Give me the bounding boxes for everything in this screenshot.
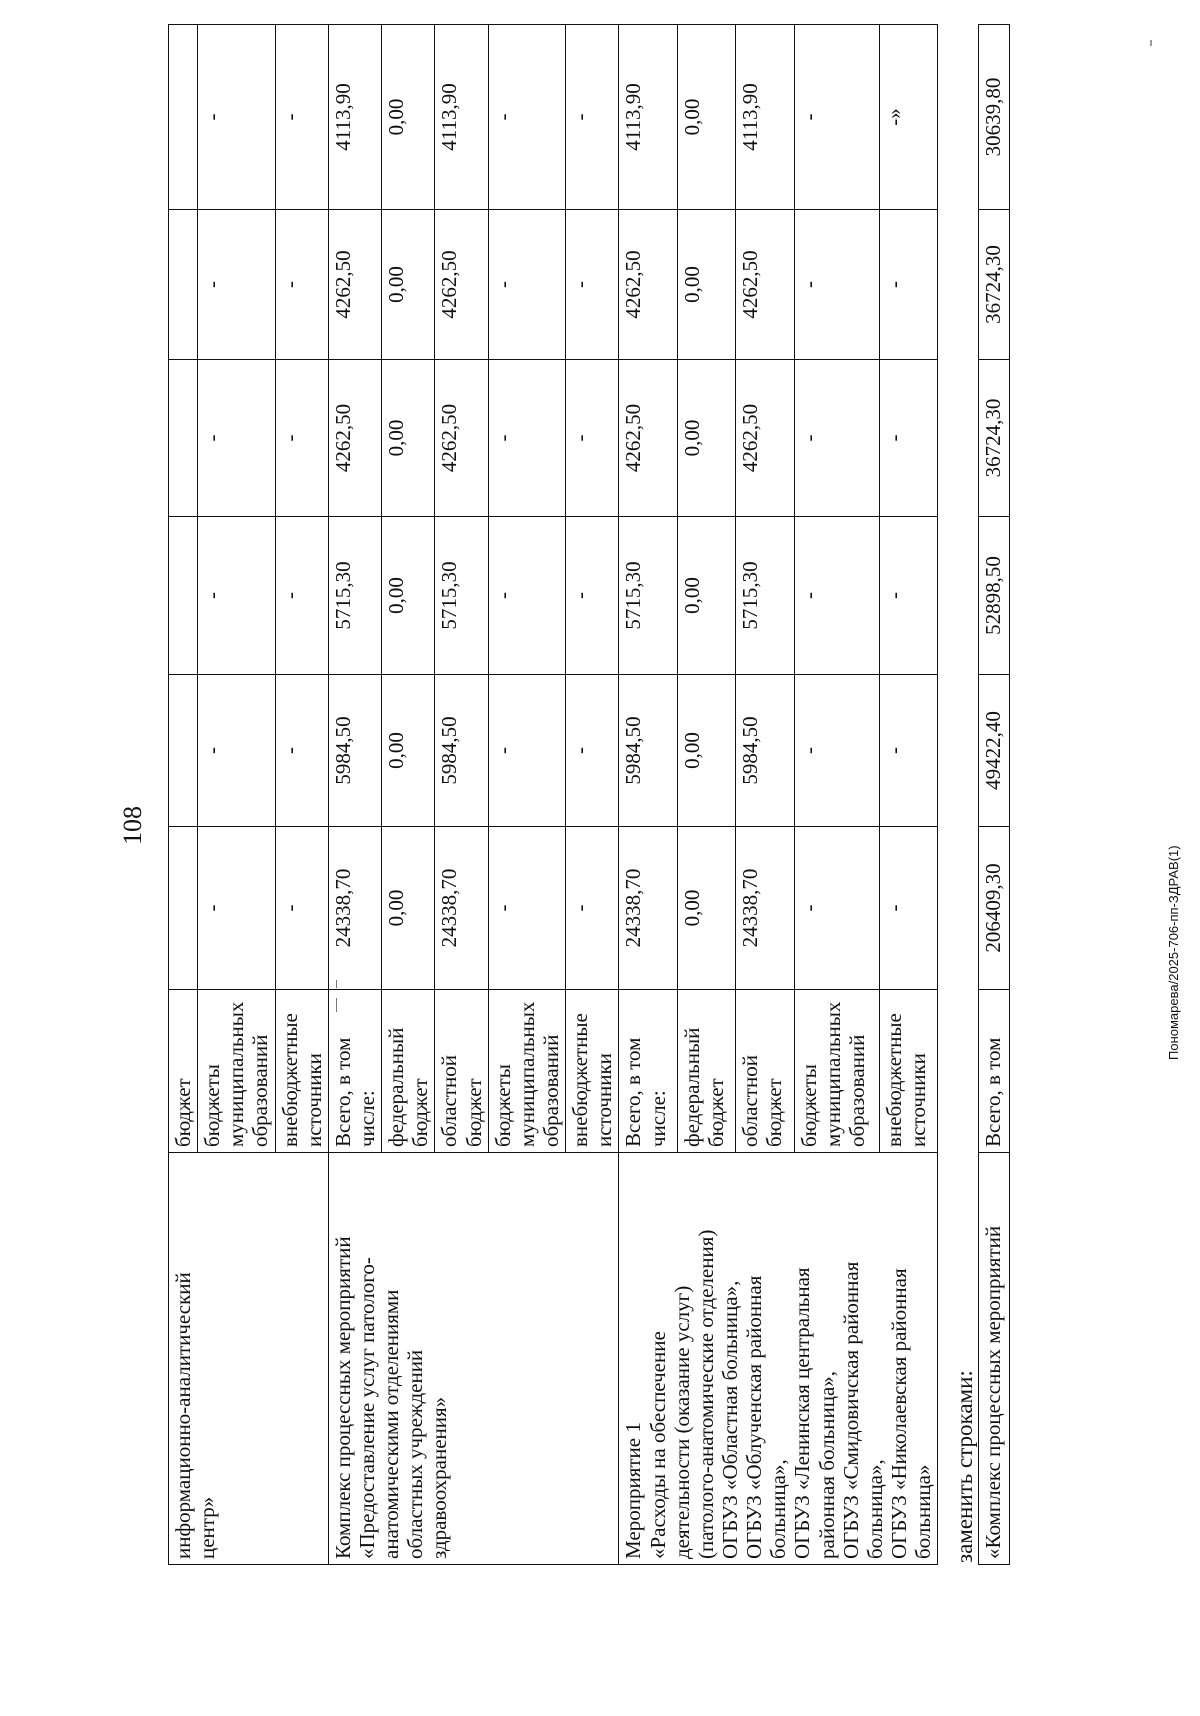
value-cell: - <box>794 360 879 517</box>
value-cell: 24338,70 <box>435 827 488 990</box>
program-name-line: ОГБУЗ «Облученская районная <box>742 1275 767 1559</box>
replace-label: заменить строками: <box>952 1370 978 1563</box>
value-cell: - <box>794 517 879 675</box>
value-cell: 4262,50 <box>736 360 794 517</box>
value-cell: 24338,70 <box>619 827 677 990</box>
value-cell: 0,00 <box>382 360 435 517</box>
page-number: 108 <box>118 806 147 845</box>
program-name: «Комплекс процессных мероприятий <box>978 1153 1009 1565</box>
value-cell: - <box>488 360 565 517</box>
value-cell: 4113,90 <box>736 25 794 210</box>
value-cell: - <box>275 25 328 210</box>
value-cell: 4262,50 <box>435 210 488 360</box>
value-cell: 52898,50 <box>978 517 1009 675</box>
budget-table <box>168 24 938 1565</box>
value-cell: 0,00 <box>677 675 735 827</box>
program-name-cell <box>619 1153 938 1565</box>
value-cell <box>169 675 198 827</box>
replacement-row <box>978 25 1009 1565</box>
value-cell: 5984,50 <box>435 675 488 827</box>
value-cell: 4113,90 <box>435 25 488 210</box>
scan-mark <box>1150 40 1152 46</box>
value-cell: 4262,50 <box>619 360 677 517</box>
value-cell: 36724,30 <box>978 360 1009 517</box>
program-name-line: ОГБУЗ «Николаевская районная <box>886 1268 911 1559</box>
rotated-table-area <box>168 25 1005 1565</box>
value-cell: -» <box>879 25 938 210</box>
program-name-line: анатомическими отделениями <box>379 1289 404 1559</box>
value-cell: 0,00 <box>677 360 735 517</box>
value-cell: - <box>198 210 275 360</box>
value-cell: - <box>566 827 619 990</box>
value-cell: 0,00 <box>677 210 735 360</box>
value-cell: 4262,50 <box>736 210 794 360</box>
program-name-line: информационно-аналитический <box>171 1272 195 1559</box>
program-name-line: «Предоставление услуг патолого- <box>354 1257 379 1559</box>
funding-source: внебюджетные источники <box>879 990 938 1153</box>
value-cell: 4113,90 <box>328 25 381 210</box>
value-cell: 4113,90 <box>619 25 677 210</box>
table-row <box>169 25 198 1565</box>
program-name-line: больница» <box>911 1464 936 1559</box>
value-cell: - <box>488 675 565 827</box>
funding-source: Всего, в том числе: <box>328 990 381 1153</box>
value-cell: 206409,30 <box>978 827 1009 990</box>
value-cell: - <box>275 827 328 990</box>
funding-source: областной бюджет <box>736 990 794 1153</box>
value-cell: 49422,40 <box>978 675 1009 827</box>
value-cell: - <box>275 360 328 517</box>
value-cell: - <box>275 517 328 675</box>
program-name-line: больница», <box>766 1459 791 1559</box>
value-cell: - <box>879 517 938 675</box>
document-code: Пономарева/2025-706-пп-ЗДРАВ(1) <box>1166 845 1181 1060</box>
funding-source: бюджет <box>169 990 198 1153</box>
table-row <box>619 25 677 1565</box>
funding-source: федеральный бюджет <box>677 990 735 1153</box>
value-cell: 5984,50 <box>328 675 381 827</box>
program-name-cell <box>328 1153 619 1565</box>
value-cell: 0,00 <box>382 25 435 210</box>
table-row <box>328 25 381 1565</box>
program-name-line: (патолого-анатомические отделения) <box>693 1229 718 1559</box>
value-cell: - <box>566 360 619 517</box>
value-cell: - <box>879 210 938 360</box>
value-cell: 0,00 <box>677 25 735 210</box>
funding-source: бюджеты муниципальных образований <box>198 990 275 1153</box>
value-cell: 4262,50 <box>619 210 677 360</box>
value-cell <box>169 517 198 675</box>
value-cell: - <box>488 210 565 360</box>
value-cell: - <box>566 517 619 675</box>
value-cell: - <box>794 210 879 360</box>
program-name-line: Комплекс процессных мероприятий <box>330 1236 355 1559</box>
program-name-line: Мероприятие 1 <box>621 1422 646 1559</box>
value-cell: 24338,70 <box>328 827 381 990</box>
program-name-line: деятельности (оказание услуг) <box>669 1285 694 1559</box>
value-cell: - <box>198 827 275 990</box>
program-name-line: «Расходы на обеспечение <box>645 1331 670 1559</box>
value-cell: 0,00 <box>382 210 435 360</box>
value-cell: 0,00 <box>677 827 735 990</box>
funding-source: Всего, в том числе: <box>619 990 677 1153</box>
value-cell: - <box>198 25 275 210</box>
program-name-line: больница», <box>862 1459 887 1559</box>
replacement-table <box>978 24 1010 1565</box>
value-cell: - <box>879 675 938 827</box>
value-cell: 0,00 <box>382 675 435 827</box>
value-cell: - <box>566 25 619 210</box>
value-cell: - <box>879 360 938 517</box>
value-cell: 0,00 <box>382 517 435 675</box>
value-cell: 0,00 <box>677 517 735 675</box>
funding-source: бюджеты муниципальных образований <box>794 990 879 1153</box>
value-cell: - <box>198 675 275 827</box>
program-name-line: центр» <box>195 1496 220 1559</box>
value-cell: - <box>488 827 565 990</box>
value-cell: - <box>794 25 879 210</box>
value-cell: 4262,50 <box>328 210 381 360</box>
value-cell: - <box>198 360 275 517</box>
program-name-line: областных учреждений <box>403 1349 428 1559</box>
value-cell: - <box>566 210 619 360</box>
value-cell: 5715,30 <box>435 517 488 675</box>
value-cell: - <box>794 675 879 827</box>
program-name-line: районная больница», <box>814 1370 839 1559</box>
value-cell: - <box>879 827 938 990</box>
funding-source: федеральный бюджет <box>382 990 435 1153</box>
program-name-cell <box>169 1153 329 1565</box>
funding-source: бюджеты муниципальных образований <box>488 990 565 1153</box>
value-cell: 5715,30 <box>619 517 677 675</box>
value-cell: 5984,50 <box>736 675 794 827</box>
value-cell <box>169 25 198 210</box>
value-cell: - <box>275 675 328 827</box>
value-cell: 0,00 <box>382 827 435 990</box>
value-cell: 24338,70 <box>736 827 794 990</box>
program-name-line: здравоохранения» <box>427 1396 452 1559</box>
value-cell: - <box>488 517 565 675</box>
value-cell: - <box>566 675 619 827</box>
value-cell: - <box>275 210 328 360</box>
value-cell: 36724,30 <box>978 210 1009 360</box>
value-cell: - <box>794 827 879 990</box>
value-cell: - <box>198 517 275 675</box>
program-name-line: ОГБУЗ «Смидовичская районная <box>838 1261 863 1559</box>
program-name-line: ОГБУЗ «Ленинская центральная <box>790 1267 815 1559</box>
value-cell <box>169 210 198 360</box>
value-cell: - <box>488 25 565 210</box>
value-cell <box>169 827 198 990</box>
funding-source: внебюджетные источники <box>566 990 619 1153</box>
value-cell: 4262,50 <box>435 360 488 517</box>
funding-source: внебюджетные источники <box>275 990 328 1153</box>
value-cell: 30639,80 <box>978 25 1009 210</box>
program-name-line: ОГБУЗ «Областная больница», <box>717 1280 742 1559</box>
value-cell: 4262,50 <box>328 360 381 517</box>
value-cell: 5715,30 <box>736 517 794 675</box>
value-cell <box>169 360 198 517</box>
funding-source: Всего, в том <box>978 990 1009 1153</box>
value-cell: 5715,30 <box>328 517 381 675</box>
value-cell: 5984,50 <box>619 675 677 827</box>
funding-source: областной бюджет <box>435 990 488 1153</box>
